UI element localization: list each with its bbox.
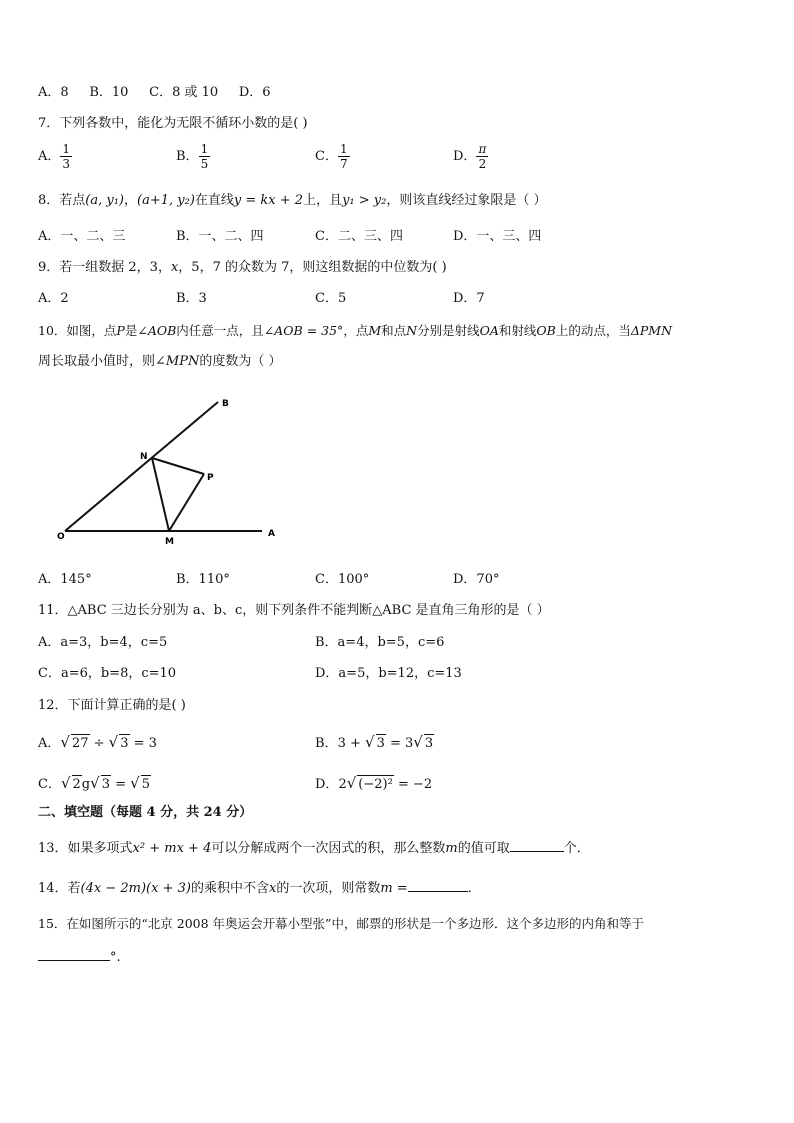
q10-ray-ob: OB: [536, 323, 556, 338]
q7-d-den: 2: [478, 157, 487, 171]
q7-b-den: 5: [200, 157, 209, 171]
label-b: B: [222, 399, 229, 409]
q10-point-p: P: [116, 323, 125, 338]
q10-option-c: C．100°: [315, 572, 370, 587]
q14-text-3: 的一次项，则常数: [276, 881, 381, 896]
q10-option-b: B．110°: [176, 572, 230, 587]
q10-point-m: M: [368, 323, 382, 338]
q7-a-den: 3: [62, 157, 71, 171]
segment-pm: [169, 474, 204, 531]
q7-a-num: 1: [62, 142, 71, 156]
q7-c-den: 7: [339, 157, 348, 171]
q12-c-operator: g: [81, 777, 91, 792]
q12-d-radicand: (−2)²: [358, 777, 393, 792]
q12-d-result: = −2: [393, 777, 433, 792]
q13-text-3: 的值可取: [457, 841, 510, 856]
q9-variable-x: x: [170, 260, 179, 275]
sqrt-icon: √: [130, 774, 140, 792]
q12-a-radicand-1: 27: [71, 736, 89, 751]
q10-angle-aob: ∠AOB: [137, 323, 177, 338]
q8-option-a: A．一、二、三: [38, 229, 126, 244]
q12-b-prefix: 3 +: [337, 736, 365, 751]
q10-text-5: 和点: [381, 323, 407, 338]
q8-point-2: (a+1, y₂): [137, 193, 195, 208]
q8-line-equation: y = kx + 2: [233, 193, 304, 208]
q14-variable-m: m =: [380, 881, 408, 896]
q11-option-c: C．a=6，b=8，c=10: [38, 666, 177, 681]
q10-ray-oa: OA: [479, 323, 499, 338]
q8-text-1: 8．若点: [38, 193, 86, 208]
q10-option-d: D．70°: [453, 572, 500, 587]
sqrt-icon: √: [60, 733, 70, 751]
q14-expression: (4x − 2m)(x + 3): [80, 881, 191, 896]
q13-polynomial: x² + mx + 4: [132, 841, 212, 856]
q9-option-c: C．5: [315, 291, 347, 306]
q12-d-label: D．: [315, 777, 339, 792]
q12-b-middle: = 3: [385, 736, 414, 751]
q13-variable-m: m: [445, 841, 458, 856]
q15-stem-line2: [38, 946, 121, 967]
q12-a-operator: ÷: [89, 736, 109, 751]
q8-text-2: ，: [124, 193, 138, 208]
q8-text-3: 在直线: [194, 193, 234, 208]
q10-text-2: 是: [124, 323, 138, 338]
q12-c-label: C．: [38, 777, 61, 792]
q6-option-a: A．8: [38, 85, 69, 100]
q14-text-2: 的乘积中不含: [190, 881, 269, 896]
q11-stem: 11．△ABC 三边长分别为 a、b、c，则下列条件不能判断△ABC 是直角三角形的是（ ）: [38, 603, 550, 618]
q7-d-num: π: [478, 142, 487, 156]
q12-c-radicand-2: 3: [101, 777, 110, 792]
q6-option-d: D．6: [238, 85, 271, 100]
q14-stem: [38, 877, 481, 898]
q14-text-4: ．: [467, 881, 481, 896]
q13-text-4: 个．: [563, 841, 590, 856]
q8-option-b: B．一、二、四: [176, 229, 264, 244]
q8-inequality: y₁ > y₂: [342, 193, 387, 208]
q12-a-radicand-2: 3: [120, 736, 129, 751]
q8-text-4: 上，且: [303, 193, 343, 208]
q9-option-b: B．3: [176, 291, 207, 306]
q10-angle-mpn: ∠MPN: [155, 354, 200, 369]
q12-c-radicand-1: 2: [72, 777, 81, 792]
q10-point-n: N: [406, 323, 418, 338]
q7-c-label: C．: [315, 149, 338, 164]
q15-stem-line1: 15．在如图所示的“北京 2008 年奥运会开幕小型张”中，邮票的形状是一个多边形．这个多边形的内角和等于: [38, 916, 644, 931]
q12-d-coefficient: 2: [338, 777, 347, 792]
label-p: P: [207, 473, 214, 483]
q12-b-label: B．: [315, 736, 338, 751]
q12-stem: 12．下面计算正确的是( ): [38, 698, 186, 713]
q8-point-1: (a, y₁): [85, 193, 124, 208]
q12-option-c: [38, 774, 151, 794]
q7-stem: 7．下列各数中，能化为无限不循环小数的是( ): [38, 116, 308, 131]
q14-answer-blank[interactable]: [408, 877, 468, 892]
ray-ob: [65, 402, 218, 531]
q10-option-a: A．145°: [38, 572, 92, 587]
q15-degree-suffix: °.: [110, 950, 121, 965]
q11-option-d: D．a=5，b=12，c=13: [315, 666, 462, 681]
q12-c-middle: =: [110, 777, 131, 792]
q7-a-label: A．: [38, 149, 61, 164]
q6-option-c: C．8 或 10: [149, 85, 219, 100]
label-m: M: [165, 537, 174, 547]
sqrt-icon: √: [365, 733, 375, 751]
label-o: O: [57, 532, 65, 542]
q9-text-2: ，5，7 的众数为 7，则这组数据的中位数为( ): [178, 260, 447, 275]
q10-triangle-pmn: ΔPMN: [630, 323, 673, 338]
q10-text-10: 的度数为（ ）: [199, 354, 282, 369]
q9-option-d: D．7: [453, 291, 485, 306]
q7-d-label: D．: [453, 149, 477, 164]
q13-stem: [38, 837, 590, 858]
q14-variable-x: x: [268, 881, 277, 896]
q10-text-4: ，点: [343, 323, 369, 338]
q10-text-3: 内任意一点，且: [176, 323, 264, 338]
label-a: A: [268, 529, 275, 539]
q7-b-label: B．: [176, 149, 199, 164]
segment-nm: [152, 458, 169, 531]
q10-text-6: 分别是射线: [417, 323, 480, 338]
q8-option-c: C．二、三、四: [315, 229, 403, 244]
q12-option-a: [38, 733, 157, 753]
q13-text-2: 可以分解成两个一次因式的积，那么整数: [211, 841, 446, 856]
q10-angle-equation: ∠AOB = 35°: [263, 323, 344, 338]
q7-b-num: 1: [200, 142, 209, 156]
q12-a-label: A．: [38, 736, 61, 751]
q11-option-a: A．a=3，b=4，c=5: [38, 635, 168, 650]
label-n: N: [140, 452, 148, 462]
q10-text-8: 上的动点，当: [555, 323, 631, 338]
q12-c-radicand-3: 5: [141, 777, 150, 792]
q13-text-1: 13．如果多项式: [38, 841, 133, 856]
q9-option-a: A．2: [38, 291, 69, 306]
sqrt-icon: √: [60, 774, 71, 792]
q12-a-result: = 3: [129, 736, 157, 751]
q10-text-1: 10．如图，点: [38, 323, 117, 338]
sqrt-icon: √: [108, 733, 119, 751]
q8-text-5: ，则该直线经过象限是（ ）: [386, 193, 547, 208]
sqrt-icon: √: [90, 774, 100, 792]
q6-option-b: B．10: [89, 85, 129, 100]
q9-text-1: 9．若一组数据 2，3，: [38, 260, 171, 275]
q10-text-9: 周长取最小值时，则: [38, 354, 156, 369]
sqrt-icon: √: [413, 733, 423, 751]
segment-np: [152, 458, 204, 474]
section-fill-in-title: 二、填空题（每题 4 分，共 24 分）: [38, 805, 253, 820]
q12-option-d: [315, 774, 432, 794]
q14-text-1: 14．若: [38, 881, 81, 896]
q12-option-b: [315, 733, 434, 753]
sqrt-icon: √: [346, 774, 357, 792]
q12-b-radicand-2: 3: [424, 736, 434, 751]
q13-answer-blank[interactable]: [510, 837, 564, 852]
q15-answer-blank[interactable]: [38, 946, 110, 961]
q10-text-7: 和射线: [498, 323, 537, 338]
q12-b-radicand-1: 3: [376, 736, 385, 751]
q11-option-b: B．a=4，b=5，c=6: [315, 635, 445, 650]
q7-c-num: 1: [339, 142, 348, 156]
q8-option-d: D．一、三、四: [453, 229, 542, 244]
